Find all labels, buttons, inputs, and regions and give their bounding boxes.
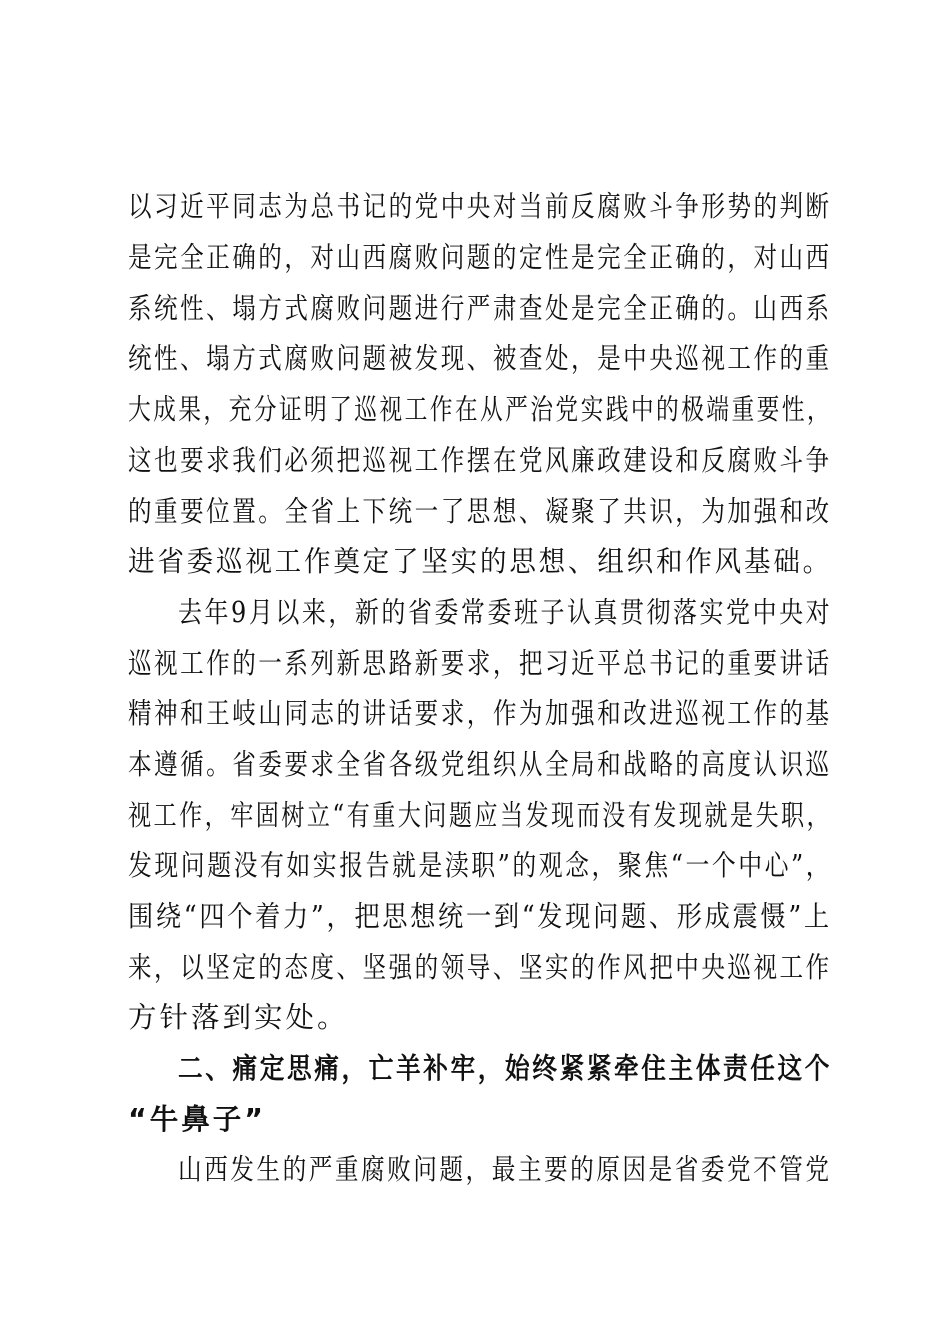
body-text-line: 大成果，充分证明了巡视工作在从严治党实践中的极端重要性， [128,393,833,426]
body-text-line: 方针落到实处。 [128,1001,349,1034]
body-text-line: 系统性、塌方式腐败问题进行严肃查处是完全正确的。山西系 [128,292,832,325]
body-text-line: 发现问题没有如实报告就是渎职”的观念，聚焦“一个中心”， [128,849,833,882]
body-text-line: 的重要位置。全省上下统一了思想、凝聚了共识，为加强和改 [128,495,832,528]
section-heading-continuation: “牛鼻子” [128,1103,266,1136]
body-text-line: 统性、塌方式腐败问题被发现、被查处，是中央巡视工作的重 [128,342,832,375]
body-text-line: 本遵循。省委要求全省各级党组织从全局和战略的高度认识巡 [128,748,832,781]
body-text-line: 进省委巡视工作奠定了坚实的思想、组织和作风基础。 [128,545,833,578]
paragraph-first-line: 山西发生的严重腐败问题，最主要的原因是省委党不管党 [178,1153,832,1186]
body-text-line: 这也要求我们必须把巡视工作摆在党风廉政建设和反腐败斗争 [128,444,832,477]
body-text-line: 精神和王岐山同志的讲话要求，作为加强和改进巡视工作的基 [128,697,832,730]
body-text-line: 巡视工作的一系列新思路新要求，把习近平总书记的重要讲话 [128,647,832,680]
body-text-line: 视工作，牢固树立“有重大问题应当发现而没有发现就是失职， [128,799,833,832]
body-text-line: 以习近平同志为总书记的党中央对当前反腐败斗争形势的判断 [128,190,832,223]
paragraph-first-line: 去年9月以来，新的省委常委班子认真贯彻落实党中央对 [178,596,833,629]
section-heading: 二、痛定思痛，亡羊补牢，始终紧紧牵住主体责任这个 [178,1052,833,1085]
body-text-line: 是完全正确的，对山西腐败问题的定性是完全正确的，对山西 [128,241,832,274]
body-text-line: 围绕“四个着力”，把思想统一到“发现问题、形成震慑”上 [128,900,832,933]
body-text-line: 来，以坚定的态度、坚强的领导、坚实的作风把中央巡视工作 [128,951,832,984]
